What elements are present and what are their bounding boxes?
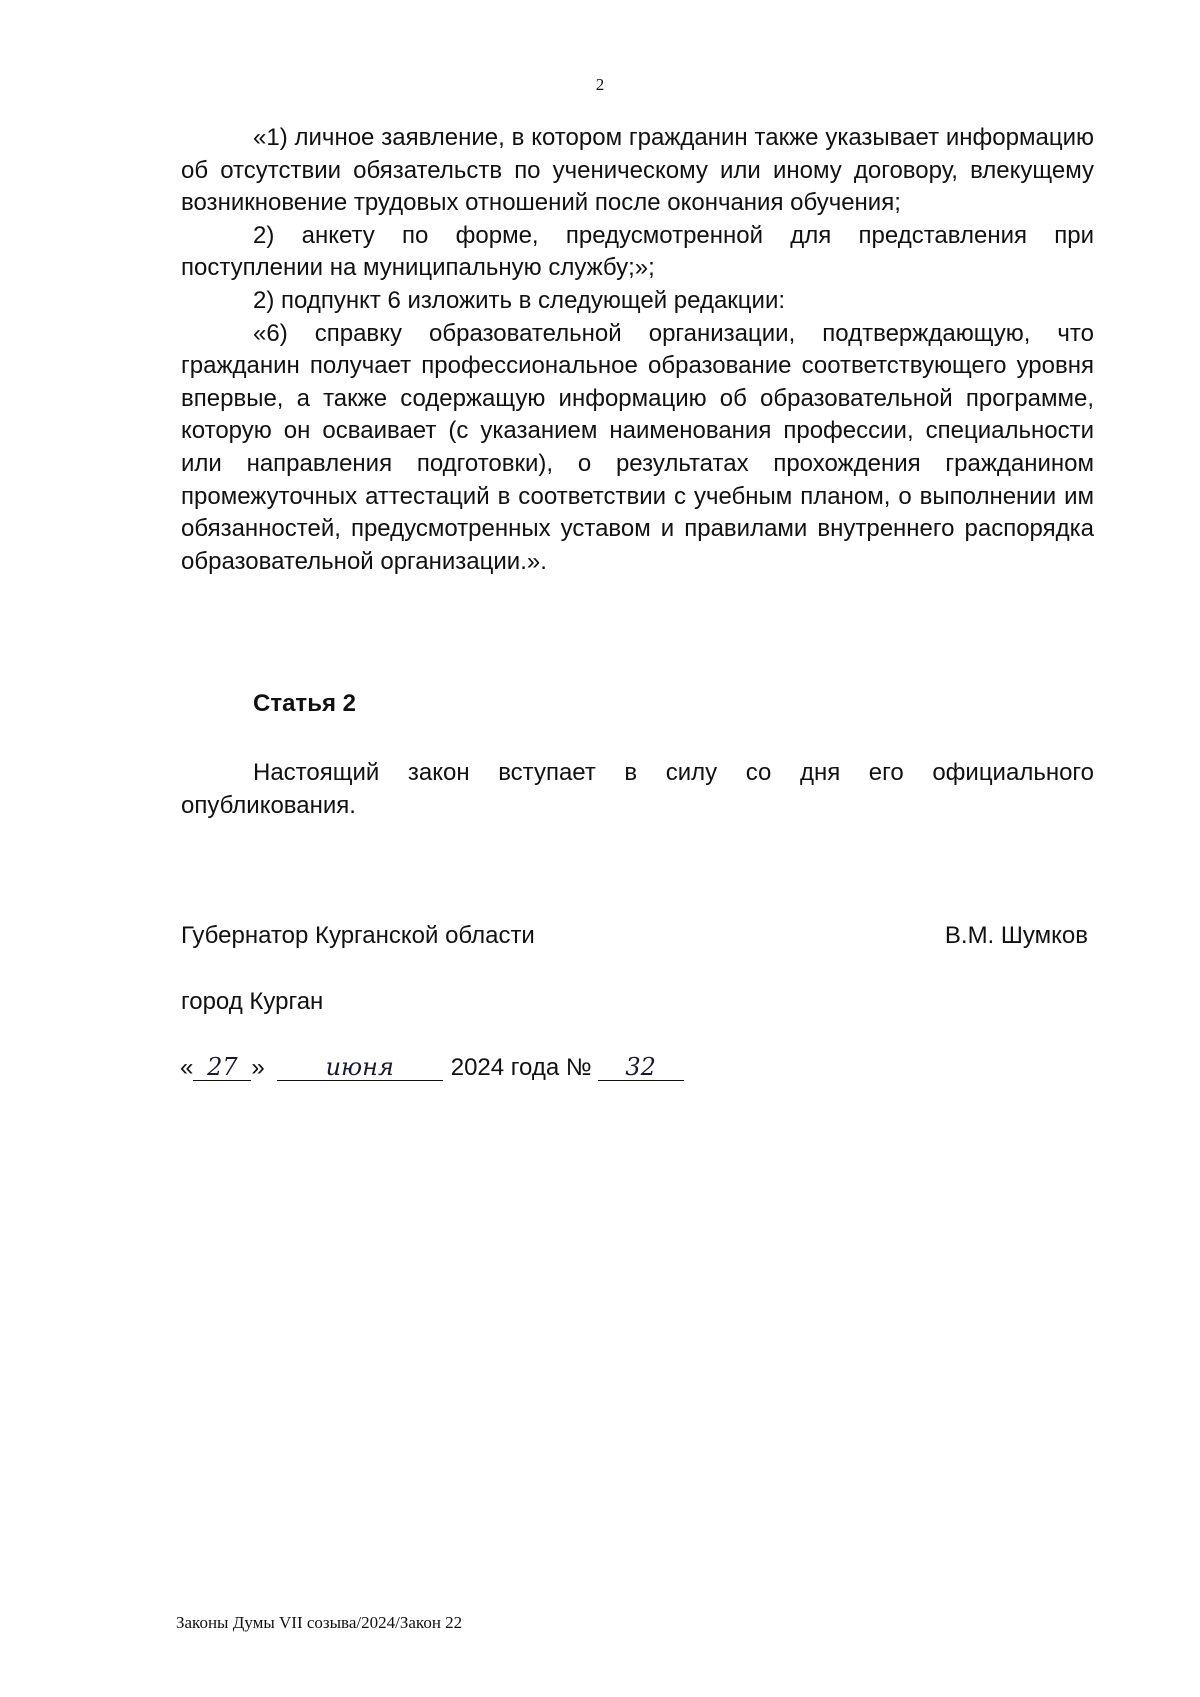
handwritten-day: 27 [193,1054,251,1081]
footer-reference: Законы Думы VII созыва/2024/Закон 22 [176,1613,463,1632]
signatory-position: Губернатор Курганской области [181,922,535,949]
place-of-signing: город Курган [181,988,324,1015]
signatory-name: В.М. Шумков [944,922,1088,949]
handwritten-law-number: 32 [598,1054,684,1081]
date-number-line [180,1054,684,1082]
document-body [181,122,1094,578]
paragraph-item-2: 2) анкету по форме, предусмотренной для представления при поступлении на муниципальную службу;»; [181,221,1094,282]
close-quote: » [251,1054,265,1081]
paragraph-item-1: «1) личное заявление, в котором гражданин также указывает информацию об отсутствии обязательств по ученическому или иному договору, влекущему возникновение трудовых отношений после окончания обучения; [181,124,1094,217]
open-quote: « [180,1054,194,1081]
paragraph-subpoint-6: 2) подпункт 6 изложить в следующей редакции: [253,286,786,314]
page-number: 2 [595,75,605,94]
year-and-number-label: 2024 года № [450,1054,592,1081]
signature-block [181,922,1088,950]
paragraph-item-6: «6) справку образовательной организации, подтверждающую, что гражданин получает профессиональное образование соответствующего уровня впервые, а также содержащую информацию об образовательной программе, которую он осваивает (с указанием наименования профессии, специальности или направления подготовки), о результатах прохождения гражданином промежуточных аттестаций в соответствии с учебным планом, о выполнении им обязанностей, предусмотренных уставом и правилами внутреннего распорядка образовательной организации.». [181,319,1094,575]
article-text: Настоящий закон вступает в силу со дня его официального опубликования. [181,759,1094,819]
article-heading: Статья 2 [253,690,356,717]
handwritten-month: июня [277,1054,443,1081]
